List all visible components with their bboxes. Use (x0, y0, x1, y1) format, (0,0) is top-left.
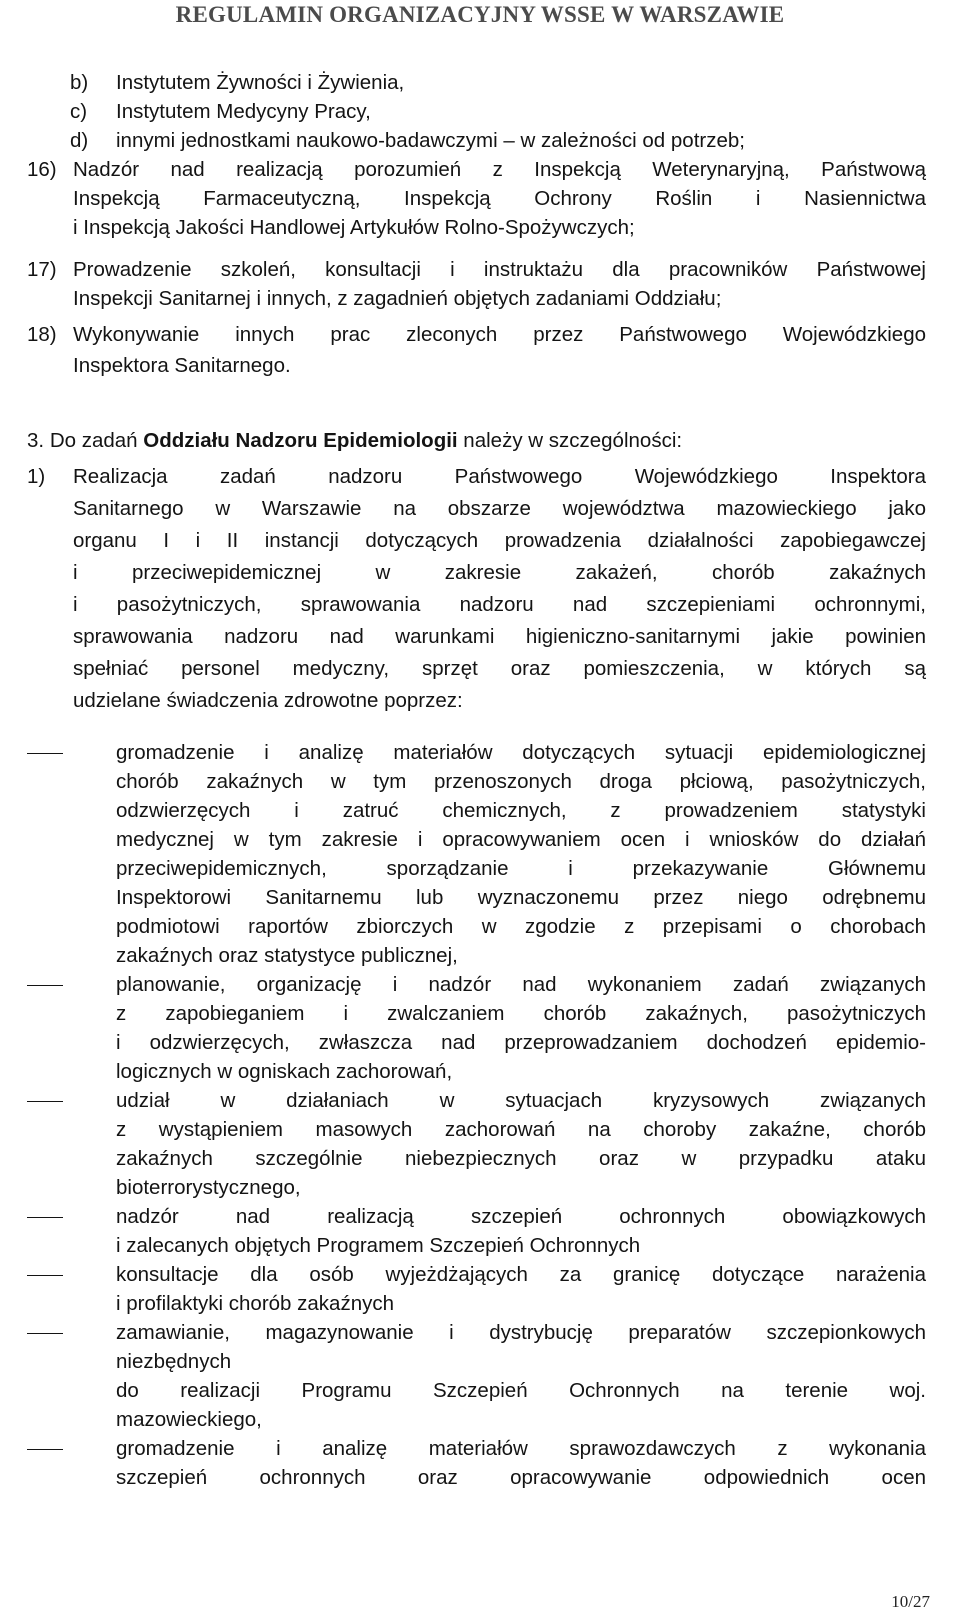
list-marker: 16) (27, 158, 57, 181)
dash-bullet (27, 1101, 63, 1102)
list-item-line: Inspektora Sanitarnego. (73, 354, 291, 377)
list-item-line: Inspekcją Farmaceutyczną, Inspekcją Ochrony Roślin i Nasiennictwa (73, 187, 926, 210)
page-number: 10/27 (891, 1592, 930, 1611)
list-item-line: nadzór nad realizacją szczepień ochronnych obowiązkowych (116, 1205, 926, 1228)
paragraph-line: i pasożytniczych, sprawowania nadzoru nad szczepieniami ochronnymi, (73, 593, 926, 616)
list-item-line: szczepień ochronnych oraz opracowywanie odpowiednich ocen (116, 1466, 926, 1489)
dash-bullet (27, 1217, 63, 1218)
list-marker: c) (70, 100, 88, 123)
list-item-line: zamawianie, magazynowanie i dystrybucję preparatów szczepionkowych (116, 1321, 926, 1344)
paragraph-line: organu I i II instancji dotyczących prowadzenia działalności zapobiegawczej (73, 529, 926, 552)
department-name: Oddziału Nadzoru Epidemiologii (143, 429, 458, 452)
list-item-line: konsultacje dla osób wyjeżdżających za granicę dotyczące narażenia (116, 1263, 926, 1286)
dash-bullet (27, 1449, 63, 1450)
list-item-line: bioterrorystycznego, (116, 1176, 301, 1199)
list-marker: 1) (27, 465, 46, 488)
list-item-line: Instytutem Medycyny Pracy, (116, 100, 371, 123)
paragraph-line: udzielane świadczenia zdrowotne poprzez: (73, 689, 463, 712)
list-item-line: i odzwierzęcych, zwłaszcza nad przeprowadzaniem dochodzeń epidemio- (116, 1031, 926, 1054)
page-header: REGULAMIN ORGANIZACYJNY WSSE W WARSZAWIE (175, 2, 785, 27)
list-item-line: odzwierzęcych i zatruć chemicznych, z prowadzeniem statystyki (116, 799, 926, 822)
section-heading (27, 426, 682, 456)
paragraph-line: sprawowania nadzoru nad warunkami higieniczno-sanitarnymi jakie powinien (73, 625, 926, 648)
list-item-line: zakaźnych oraz statystyce publicznej, (116, 944, 458, 967)
dash-bullet (27, 1275, 63, 1276)
list-item-line: Prowadzenie szkoleń, konsultacji i instruktażu dla pracowników Państwowej (73, 258, 926, 281)
list-marker: d) (70, 129, 89, 152)
list-item-line: przeciwepidemicznych, sporządzanie i przekazywanie Głównemu (116, 857, 926, 880)
list-marker: 17) (27, 258, 57, 281)
list-marker: b) (70, 71, 89, 94)
list-item-line: innymi jednostkami naukowo-badawczymi – w zależności od potrzeb; (116, 129, 745, 152)
list-item-line: z zapobieganiem i zwalczaniem chorób zakaźnych, pasożytniczych (116, 1002, 926, 1025)
list-item-line: Instytutem Żywności i Żywienia, (116, 71, 405, 94)
list-item-line: Inspektorowi Sanitarnemu lub wyznaczonemu przez niego odrębnemu (116, 886, 926, 909)
list-marker: 18) (27, 323, 57, 346)
list-item-line: medycznej w tym zakresie i opracowywaniem ocen i wniosków do działań (116, 828, 926, 851)
dash-bullet (27, 985, 63, 986)
list-item-line: niezbędnych (116, 1350, 232, 1373)
list-item-line: do realizacji Programu Szczepień Ochronnych na terenie woj. (116, 1379, 926, 1402)
paragraph-line: spełniać personel medyczny, sprzęt oraz pomieszczenia, w których są (73, 657, 926, 680)
list-item-line: podmiotowi raportów zbiorczych w zgodzie z przepisami o chorobach (116, 915, 926, 938)
list-item-line: i Inspekcją Jakości Handlowej Artykułów Rolno-Spożywczych; (73, 216, 635, 239)
dash-bullet (27, 1333, 63, 1334)
section-number: 3. (27, 429, 45, 452)
dash-bullet (27, 753, 63, 754)
list-item-line: i profilaktyki chorób zakaźnych (116, 1292, 395, 1315)
list-item-line: z wystąpieniem masowych zachorowań na choroby zakaźne, chorób (116, 1118, 926, 1141)
list-item-line: planowanie, organizację i nadzór nad wykonaniem zadań związanych (116, 973, 926, 996)
list-item-line: Wykonywanie innych prac zleconych przez Państwowego Wojewódzkiego (73, 323, 926, 346)
list-item-line: Inspekcji Sanitarnej i innych, z zagadnień objętych zadaniami Oddziału; (73, 287, 722, 310)
list-item-line: zakaźnych szczególnie niebezpiecznych oraz w przypadku ataku (116, 1147, 926, 1170)
paragraph-line: Sanitarnego w Warszawie na obszarze województwa mazowieckiego jako (73, 497, 926, 520)
section-intro-text: Do zadań (49, 429, 144, 452)
paragraph-line: i przeciwepidemicznej w zakresie zakażeń, chorób zakaźnych (73, 561, 926, 584)
list-item-line: logicznych w ogniskach zachorowań, (116, 1060, 453, 1083)
list-item-line: mazowieckiego, (116, 1408, 262, 1431)
list-item-line: gromadzenie i analizę materiałów sprawozdawczych z wykonania (116, 1437, 926, 1460)
paragraph-line: Realizacja zadań nadzoru Państwowego Wojewódzkiego Inspektora (73, 465, 926, 488)
list-item-line: gromadzenie i analizę materiałów dotyczących sytuacji epidemiologicznej (116, 741, 926, 764)
list-item-line: i zalecanych objętych Programem Szczepień Ochronnych (116, 1234, 641, 1257)
list-item-line: udział w działaniach w sytuacjach kryzysowych związanych (116, 1089, 926, 1112)
section-intro-text: należy w szczególności: (457, 429, 683, 452)
list-item-line: Nadzór nad realizacją porozumień z Inspekcją Weterynaryjną, Państwową (73, 158, 926, 181)
list-item-line: chorób zakaźnych w tym przenoszonych droga płciową, pasożytniczych, (116, 770, 926, 793)
